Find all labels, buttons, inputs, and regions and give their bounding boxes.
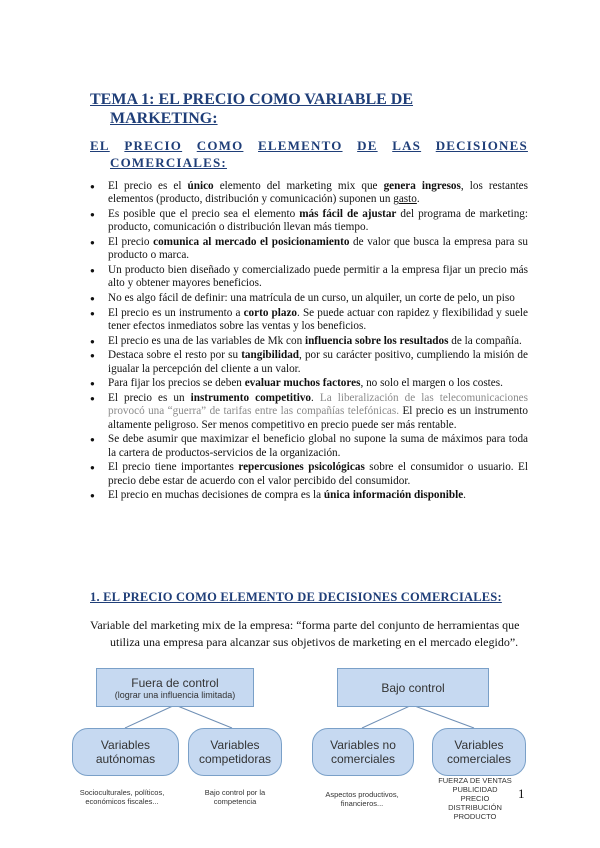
competidoras-caption: Bajo control por la competencia	[204, 788, 266, 806]
fuera-de-control-label: Fuera de control	[131, 675, 219, 690]
bullet-text: elemento del marketing mix que	[213, 180, 384, 192]
autonomas-caption: Socioculturales, políticos, económicos fiscales...	[79, 788, 165, 806]
comerciales-caption-line: DISTRIBUCIÓN	[448, 803, 502, 812]
bullet-emphasis: repercusiones psicológicas	[238, 461, 365, 474]
definition-line-2: utiliza una empresa para alcanzar sus objetivos de marketing en el mercado elegido”.	[110, 635, 519, 649]
subtitle-line-2: COMERCIALES:	[110, 155, 227, 170]
bullet-emphasis: instrumento competitivo	[190, 391, 312, 404]
bullet-text: El precio es un instrumento a	[108, 306, 244, 319]
bullet-emphasis: evaluar muchos factores	[244, 377, 361, 390]
bullet-text: sobre el consumidor o usuario. El precio debe estar de acuerdo con el valor percibido del consumidor.	[108, 461, 528, 487]
bullet-text: , los restantes elementos (producto, distribución y comunicación) suponen un	[108, 180, 528, 206]
title-line-1: TEMA 1: EL PRECIO COMO VARIABLE DE	[90, 91, 414, 108]
variables-competidoras-box	[188, 728, 282, 776]
bullet-text: .	[311, 391, 320, 404]
fuera-de-control-sublabel: (lograr una influencia limitada)	[114, 689, 236, 700]
page-number: 1	[518, 786, 525, 801]
bullet-text: .	[463, 489, 466, 502]
bullet-text: El precio es un	[108, 391, 191, 404]
bullet-text: El precio tiene importantes	[108, 461, 239, 474]
comerciales-caption	[420, 776, 530, 821]
subtitle-word: EL	[90, 138, 110, 153]
title-line-2: MARKETING:	[110, 110, 218, 127]
bullet-text: Es posible que el precio sea el elemento	[108, 207, 300, 220]
variables-autonomas-label: Variables autónomas	[95, 738, 156, 766]
subtitle-word: PRECIO	[124, 138, 183, 153]
comerciales-caption-line: PRODUCTO	[453, 812, 497, 821]
variables-no-comerciales-box	[312, 728, 414, 776]
fuera-de-control-box	[96, 668, 254, 707]
connector-bajo-no-comerciales	[362, 705, 412, 728]
bullet-text: . Se puede actuar con rapidez y flexibilidad y suele tener efectos inmediatos sobre las ventas y los beneficios.	[108, 306, 528, 332]
bullet-text: Para fijar los precios se deben	[108, 377, 245, 390]
bullet-text: , por su carácter positivo, cumpliendo la misión de igualar la percepción del cliente a un valor.	[108, 349, 528, 375]
bullet-emphasis: influencia sobre los resultados	[304, 334, 449, 347]
subtitle-word: ELEMENTO	[258, 138, 343, 153]
bullet-emphasis: único	[187, 180, 214, 192]
bullet-text: La liberalización de las telecomunicaciones provocó una “guerra” de tarifas entre las compañías telefónicas.	[108, 391, 528, 418]
bullet-text: , no solo el margen o los costes.	[360, 377, 503, 390]
bullet-text: de la compañía.	[448, 334, 522, 347]
connector-bajo-comerciales	[412, 705, 474, 728]
bullet-text: El precio	[108, 235, 154, 248]
bullet-emphasis: más fácil de ajustar	[299, 207, 397, 220]
bullet-emphasis: corto plazo	[243, 306, 298, 319]
bullet-text: El precio es una de las variables de Mk con	[108, 334, 305, 347]
bullet-emphasis: comunica al mercado el posicionamiento	[153, 235, 350, 248]
variables-no-comerciales-label: Variables no comerciales	[330, 738, 396, 766]
variables-comerciales-label: Variables comerciales	[446, 738, 512, 766]
connector-fuera-competidoras	[175, 705, 232, 728]
comerciales-caption-line: FUERZA DE VENTAS	[438, 776, 512, 785]
bullet-text: El precio en muchas decisiones de compra es la	[108, 489, 324, 502]
subtitle-word: DECISIONES	[435, 138, 528, 153]
definition-line-1: Variable del marketing mix de la empresa: “forma parte del conjunto de herramientas que	[90, 618, 520, 632]
bullet-text: .	[416, 193, 420, 206]
variables-autonomas-box	[72, 728, 179, 776]
bullet-text: El precio es el	[108, 180, 188, 192]
subtitle-word: COMO	[196, 138, 244, 153]
bullet-text: Un producto bien diseñado y comercializado puede permitir a la empresa fijar un precio más alto y obtener mayores beneficios.	[108, 263, 528, 290]
bullet-emphasis: tangibilidad	[241, 349, 300, 362]
variables-comerciales-box	[432, 728, 526, 776]
comerciales-caption-line: PUBLICIDAD	[452, 785, 498, 794]
bullet-emphasis: genera ingresos	[383, 180, 461, 192]
bajo-control-box	[337, 668, 489, 707]
bullet-text: No es algo fácil de definir: una matrícula de un curso, un alquiler, un corte de pelo, un piso	[108, 291, 515, 304]
bullet-text: Se debe asumir que maximizar el beneficio global no supone la suma de máximos para toda la cartera de productos-servicios de la organización.	[108, 433, 528, 459]
variables-competidoras-label: Variables competidoras	[198, 738, 272, 766]
bullet-emphasis: única información disponible	[323, 489, 464, 502]
subtitle-word: DE	[357, 138, 378, 153]
connector-fuera-autonomas	[125, 705, 175, 728]
comerciales-caption-line: PRECIO	[460, 794, 490, 803]
no-comerciales-caption: Aspectos productivos, financieros...	[325, 790, 399, 808]
bullet-text: gasto	[393, 193, 417, 206]
bullet-text: El precio es un instrumento altamente peligroso. Ser menos competitivo en precio puede ser más rentable.	[108, 405, 528, 431]
bajo-control-label: Bajo control	[381, 680, 445, 695]
subtitle-word: LAS	[392, 138, 422, 153]
section-heading: 1. EL PRECIO COMO ELEMENTO DE DECISIONES COMERCIALES:	[90, 590, 502, 604]
bullet-text: de valor que busca la empresa para su producto o marca.	[108, 235, 528, 262]
bullet-text: del programa de marketing: producto, comunicación o distribución llevan más tiempo.	[108, 207, 528, 234]
bullet-text: Destaca sobre el resto por su	[108, 349, 242, 362]
